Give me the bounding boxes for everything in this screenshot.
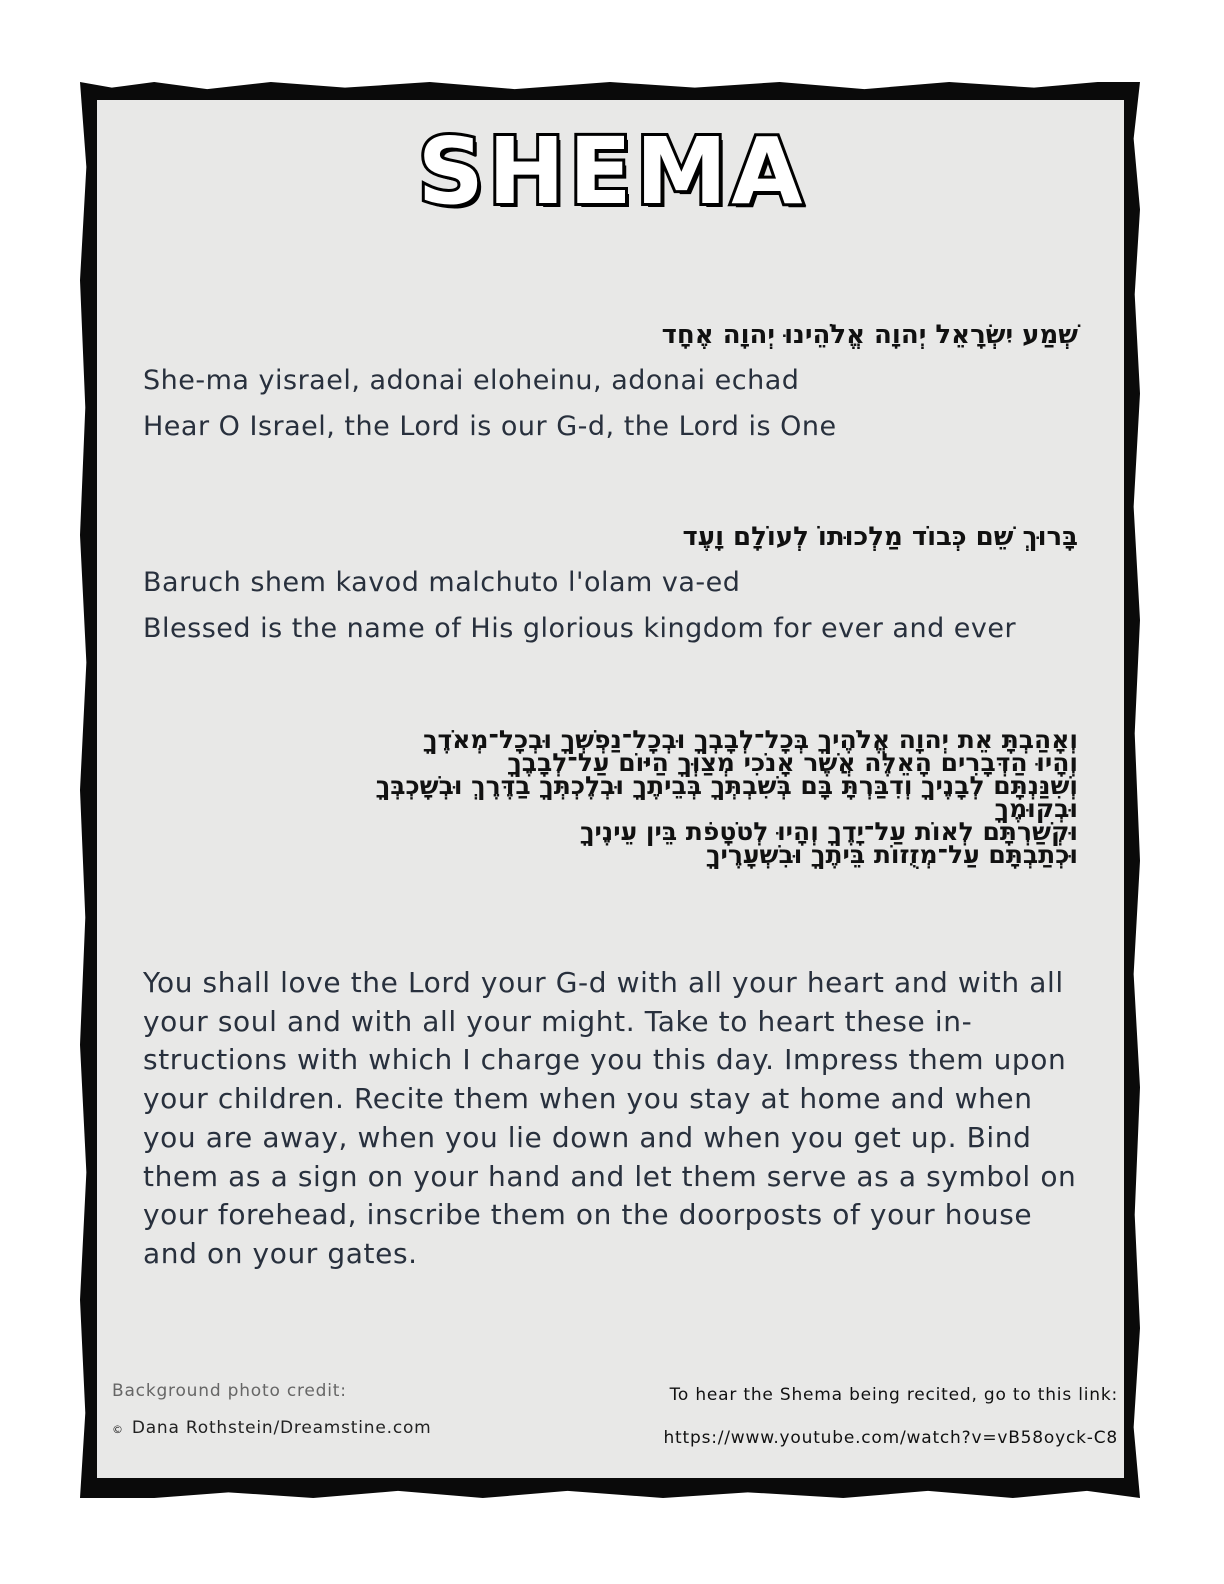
hebrew-line: וְשִׁנַּנְתָּם לְבָנֶיךָ וְדִבַּרְתָּ בָּם בְּשִׁבְתְּךָ בְּבֵיתֶךָ וּבְלֶכְתְּךָ בַדֶּרֶךְ וּבְשָׁכְבְּךָ [375, 771, 1078, 800]
verse2-translation: Blessed is the name of His glorious kingdom for ever and ever [143, 613, 1017, 644]
verse1-hebrew: שְׁמַע יִשְׂרָאֵל יְהוָה אֱלֹהֵינוּ יְהוָה אֶחָד [661, 320, 1078, 350]
verse1-transliteration: She-ma yisrael, adonai eloheinu, adonai echad [143, 365, 800, 396]
page-title: SHEMA [417, 118, 807, 225]
hebrew-line: וּכְתַבְתָּם עַל־מְזֻזוֹת בֵּיתֶךָ וּבִשְׁעָרֶיךָ [706, 840, 1078, 869]
credit-label: Background photo credit: [112, 1381, 347, 1401]
link-label: To hear the Shema being recited, go to this link: [669, 1385, 1118, 1405]
hebrew-line: וְאָהַבְתָּ אֵת יְהוָה אֱלֹהֶיךָ בְּכָל־לְבָבְךָ וּבְכָל־נַפְשְׁךָ וּבְכָל־מְאֹדֶךָ [423, 725, 1078, 754]
verse2-hebrew: בָּרוּךְ שֵׁם כְּבוֹד מַלְכוּתוֹ לְעוֹלָם וָעֶד [682, 522, 1078, 552]
verse1-translation: Hear O Israel, the Lord is our G-d, the Lord is One [143, 411, 837, 442]
verse3-hebrew [198, 725, 1078, 869]
credit-text: Dana Rothstein/Dreamstine.com [131, 1418, 432, 1438]
copyright-icon: © [112, 1423, 124, 1436]
hebrew-line: וּקְשַׁרְתָּם לְאוֹת עַל־יָדֶךָ וְהָיוּ לְטֹטָפֹת בֵּין עֵינֶיךָ [580, 817, 1078, 846]
youtube-link[interactable]: https://www.youtube.com/watch?v=vB58oyck-C8 [663, 1428, 1118, 1448]
verse3-translation: You shall love the Lord your G-d with all your heart and with all your soul and with all your might. Take to heart these in-structions with which I charge you this day. Impress them upon your children. Recite them when you stay at home and when you are away, when you lie down and when you get up. Bind them as a sign on your hand and let them serve as a symbol on your forehead, inscribe them on the doorposts of your house and on your gates. [143, 966, 1077, 1270]
hebrew-line: וּבְקוּמֶךָ [994, 794, 1078, 823]
hebrew-line: וְהָיוּ הַדְּבָרִים הָאֵלֶּה אֲשֶׁר אָנֹכִי מְצַוְּךָ הַיּוֹם עַל־לְבָבֶךָ [507, 748, 1078, 777]
verse2-transliteration: Baruch shem kavod malchuto l'olam va-ed [143, 567, 741, 598]
photo-credit [112, 1418, 432, 1438]
